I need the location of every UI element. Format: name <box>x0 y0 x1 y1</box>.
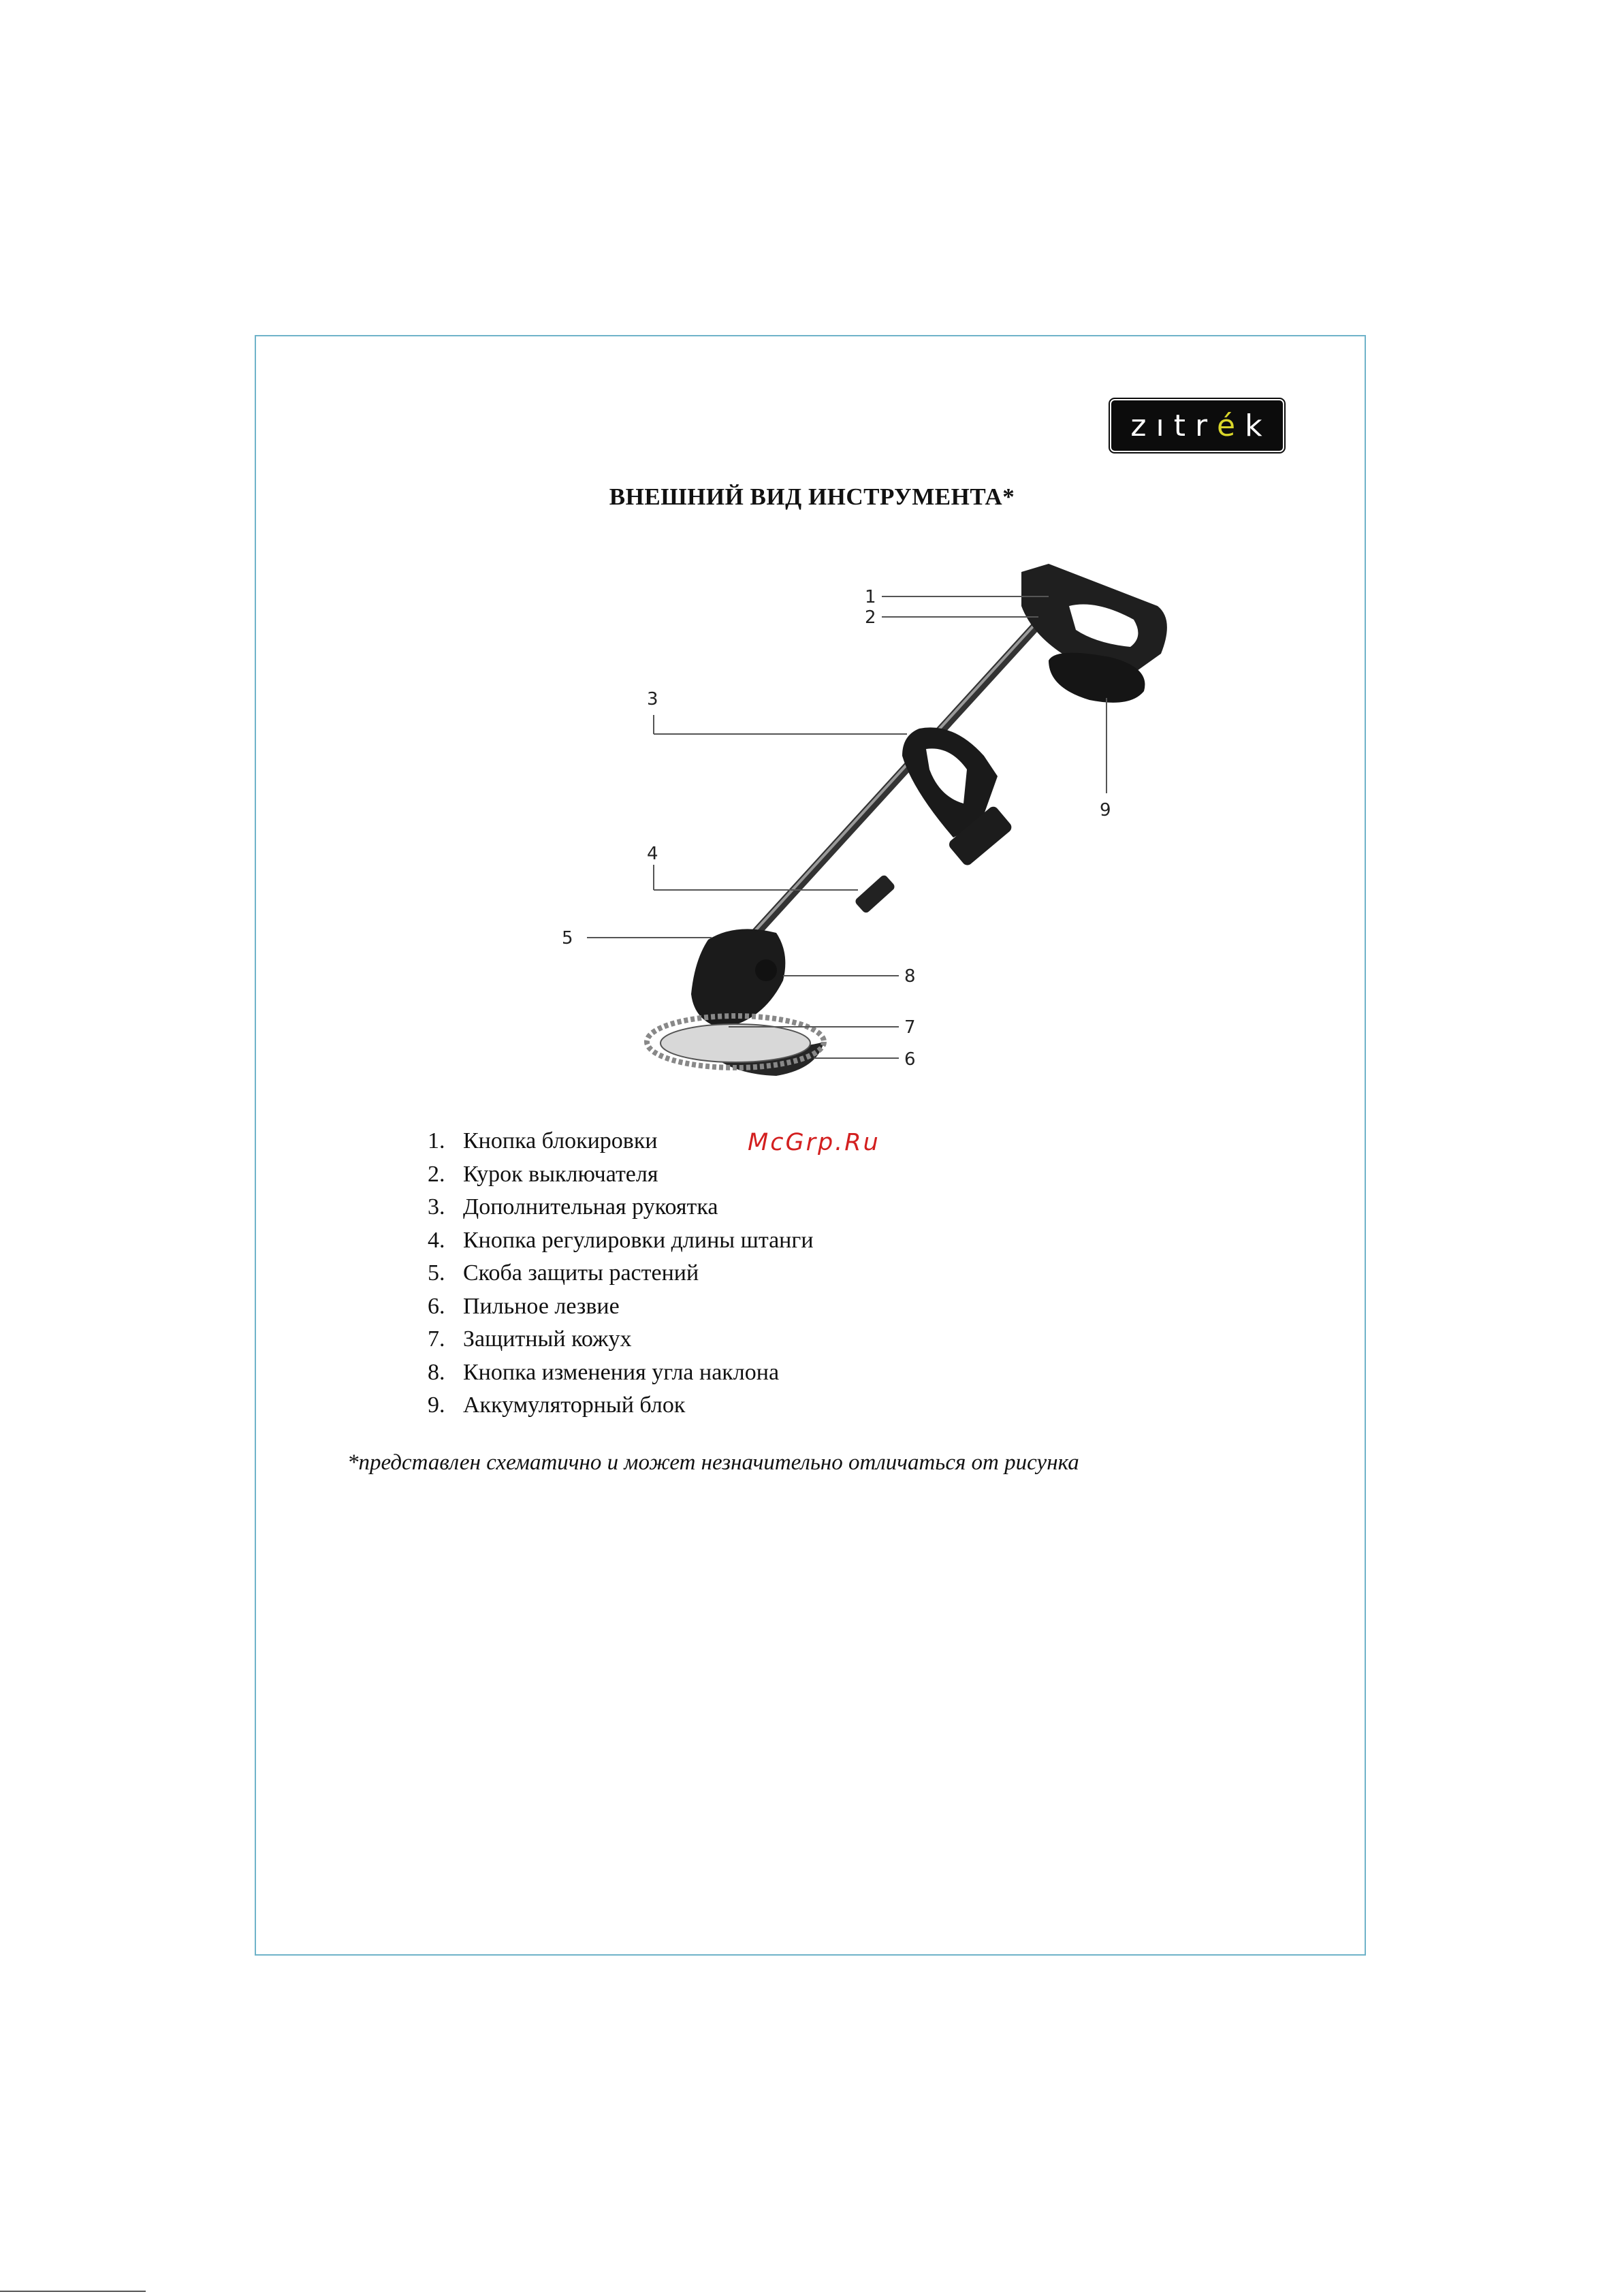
list-item <box>428 1191 814 1224</box>
callout-5: 5 <box>562 928 573 949</box>
item-label: Защитный кожух <box>463 1326 632 1352</box>
item-label: Скоба защиты растений <box>463 1260 699 1286</box>
callout-3: 3 <box>647 689 658 710</box>
item-number: 7. <box>428 1326 445 1352</box>
item-number: 8. <box>428 1359 445 1385</box>
list-item <box>428 1389 814 1422</box>
item-label: Кнопка регулировки длины штанги <box>463 1227 814 1253</box>
item-label: Пильное лезвие <box>463 1293 620 1319</box>
list-item <box>428 1224 814 1258</box>
logo-text-end: k <box>1245 408 1272 443</box>
callout-6: 6 <box>904 1049 916 1070</box>
callout-1: 1 <box>865 587 876 607</box>
page-title: ВНЕШНИЙ ВИД ИНСТРУМЕНТА* <box>609 483 1015 510</box>
item-number: 9. <box>428 1392 445 1418</box>
list-item <box>428 1356 814 1390</box>
list-item <box>428 1290 814 1324</box>
page-corner-line <box>0 2291 146 2292</box>
list-item <box>428 1257 814 1290</box>
callout-7: 7 <box>904 1017 916 1038</box>
item-number: 3. <box>428 1194 445 1220</box>
logo-text-start: zıtr <box>1130 408 1217 443</box>
item-label: Кнопка блокировки <box>463 1128 658 1153</box>
item-number: 2. <box>428 1161 445 1187</box>
item-label: Кнопка изменения угла наклона <box>463 1359 780 1385</box>
watermark-link[interactable]: McGrp.Ru <box>748 1129 880 1156</box>
item-label: Курок выключателя <box>463 1161 658 1187</box>
footnote: *представлен схематично и может незначительно отличаться от рисунка <box>347 1450 1079 1475</box>
brand-logo <box>1111 400 1283 451</box>
item-number: 4. <box>428 1227 445 1253</box>
item-number: 1. <box>428 1128 445 1153</box>
callout-9: 9 <box>1100 800 1111 821</box>
item-label: Дополнительная рукоятка <box>463 1194 718 1220</box>
item-number: 6. <box>428 1293 445 1319</box>
logo-text-accent: é <box>1217 408 1245 443</box>
callout-4: 4 <box>647 844 658 864</box>
list-item <box>428 1323 814 1356</box>
callout-8: 8 <box>904 966 916 987</box>
list-item <box>428 1158 814 1192</box>
trimmer-illustration <box>531 552 1198 1096</box>
callout-2: 2 <box>865 607 876 628</box>
item-number: 5. <box>428 1260 445 1286</box>
parts-list <box>428 1125 814 1422</box>
item-label: Аккумуляторный блок <box>463 1392 686 1418</box>
